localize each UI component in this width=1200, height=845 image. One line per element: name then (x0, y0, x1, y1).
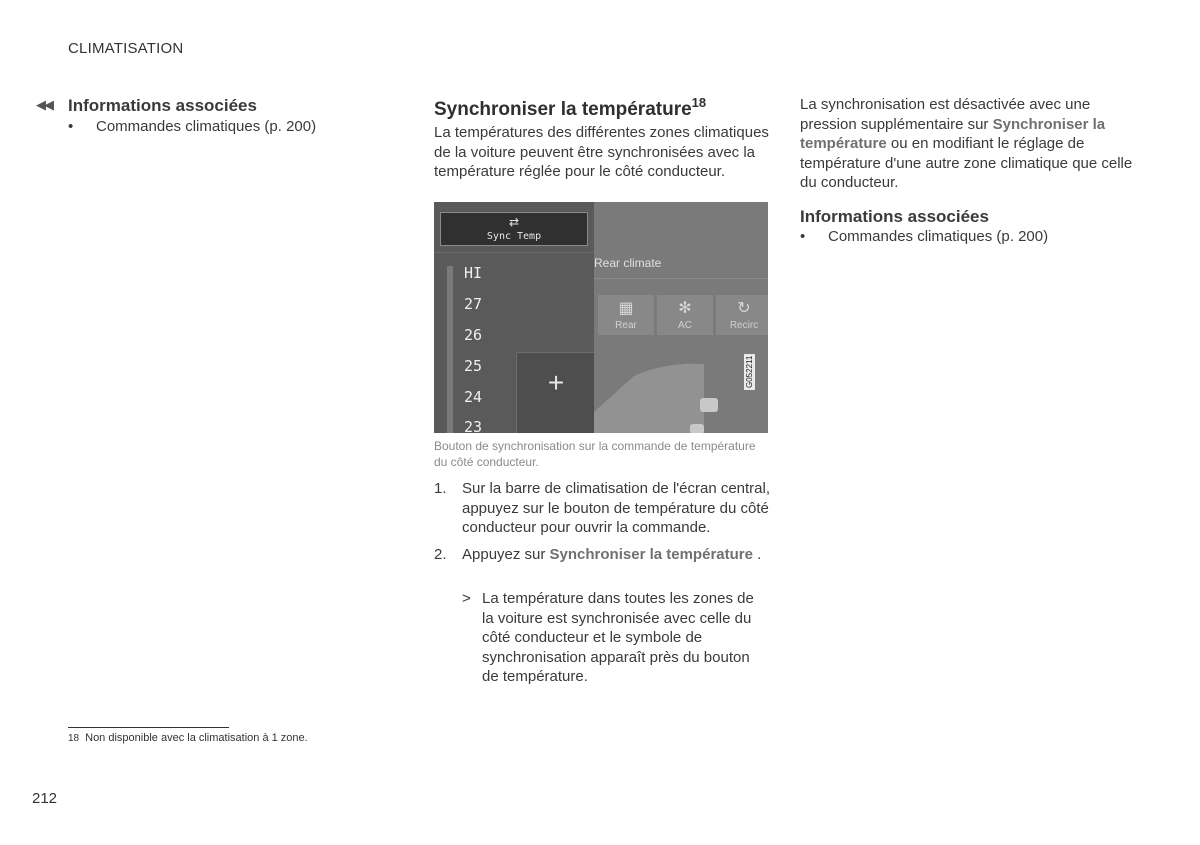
temp-value: HI (464, 264, 483, 282)
figure-caption: Bouton de synchronisation sur la commande de température du côté conducteur. (434, 439, 756, 469)
rear-climate-label: Rear climate (594, 256, 662, 270)
paragraph-text: ou en modifiant le réglage de température d'une autre zone climatique que celle du conducteur. (800, 135, 1133, 191)
tile-label: Rear (615, 320, 637, 331)
step-text: Sur la barre de climatisation de l'écran central, appuyez sur le bouton de température du côté conducteur pour ouvrir la commande. (462, 480, 771, 536)
ac-tile (657, 295, 713, 335)
temp-value: 25 (464, 357, 483, 375)
divider (594, 278, 768, 279)
step-text (462, 545, 770, 565)
divider (434, 252, 594, 253)
footnote-text: Non disponible avec la climatisation à 1 zone. (85, 732, 308, 744)
related-info-item[interactable] (800, 228, 1100, 248)
section-header: CLIMATISATION (68, 40, 184, 57)
image-code: G052211 (745, 355, 754, 388)
related-info-link[interactable]: Commandes climatiques (p. 200) (96, 118, 317, 135)
related-info-item[interactable] (68, 118, 368, 138)
tile-label: Recirc (729, 320, 759, 331)
step-number: 2. (434, 546, 447, 563)
section-title-text: Synchroniser la température (434, 99, 692, 120)
temp-value: 26 (464, 326, 483, 344)
intro-paragraph: La températures des différentes zones climatiques de la voiture peuvent être synchronisées avec la température réglée pour le côté conducteur. (434, 124, 769, 180)
step-2 (434, 545, 769, 585)
bullet-icon: • (68, 118, 74, 135)
sync-temp-label: Sync Temp (486, 231, 542, 242)
temperature-panel (434, 202, 594, 433)
plus-icon: + (547, 367, 565, 398)
temp-value: 23 (464, 418, 483, 433)
page-number: 212 (32, 790, 58, 807)
bullet-icon: • (800, 228, 806, 245)
recirc-tile (716, 295, 768, 335)
footnote-divider (68, 727, 229, 728)
ui-term-sync-temp: Synchroniser la température (800, 115, 1106, 152)
sync-icon: ⇄ (508, 215, 520, 229)
tile-label: AC (678, 320, 692, 331)
temp-value: 24 (464, 388, 483, 406)
paragraph-text: La synchronisation est désactivée avec une pression supplémentaire sur (800, 96, 1091, 133)
result-marker: > (462, 590, 471, 607)
footnote-number: 18 (68, 733, 80, 744)
step-text-suffix: . (752, 546, 762, 563)
recirculation-icon: ↻ (737, 300, 751, 317)
climate-screen-image (434, 202, 768, 433)
increase-temp-button (516, 352, 595, 433)
double-chevron-left-icon[interactable]: ◀◀ (36, 97, 52, 112)
section-title (434, 95, 706, 121)
footnote (68, 732, 308, 744)
footnote-ref[interactable]: 18 (691, 95, 707, 110)
ui-term-sync-temp: Synchroniser la température (549, 546, 753, 563)
rear-defrost-tile (598, 295, 654, 335)
related-info-link[interactable]: Commandes climatiques (p. 200) (828, 228, 1049, 245)
step-result (462, 589, 767, 689)
temp-value: 27 (464, 295, 483, 313)
related-info-title: Informations associées (800, 207, 989, 226)
snowflake-icon: ✻ (678, 300, 692, 317)
related-info-title: Informations associées (68, 96, 257, 115)
seat-graphic (594, 352, 768, 433)
step-1 (434, 479, 769, 539)
sync-temp-button (440, 212, 588, 246)
step-number: 1. (434, 480, 447, 497)
temperature-scale-bar (447, 266, 453, 433)
result-text: La température dans toutes les zones de la voiture est synchronisée avec celle du côté conducteur et le symbole de synchronisation apparaît près du bouton de température. (482, 590, 754, 685)
deactivation-paragraph (800, 95, 1135, 193)
step-text-prefix: Appuyez sur (462, 546, 550, 563)
rear-defrost-icon: ▦ (618, 300, 634, 317)
rear-climate-panel (594, 202, 768, 433)
